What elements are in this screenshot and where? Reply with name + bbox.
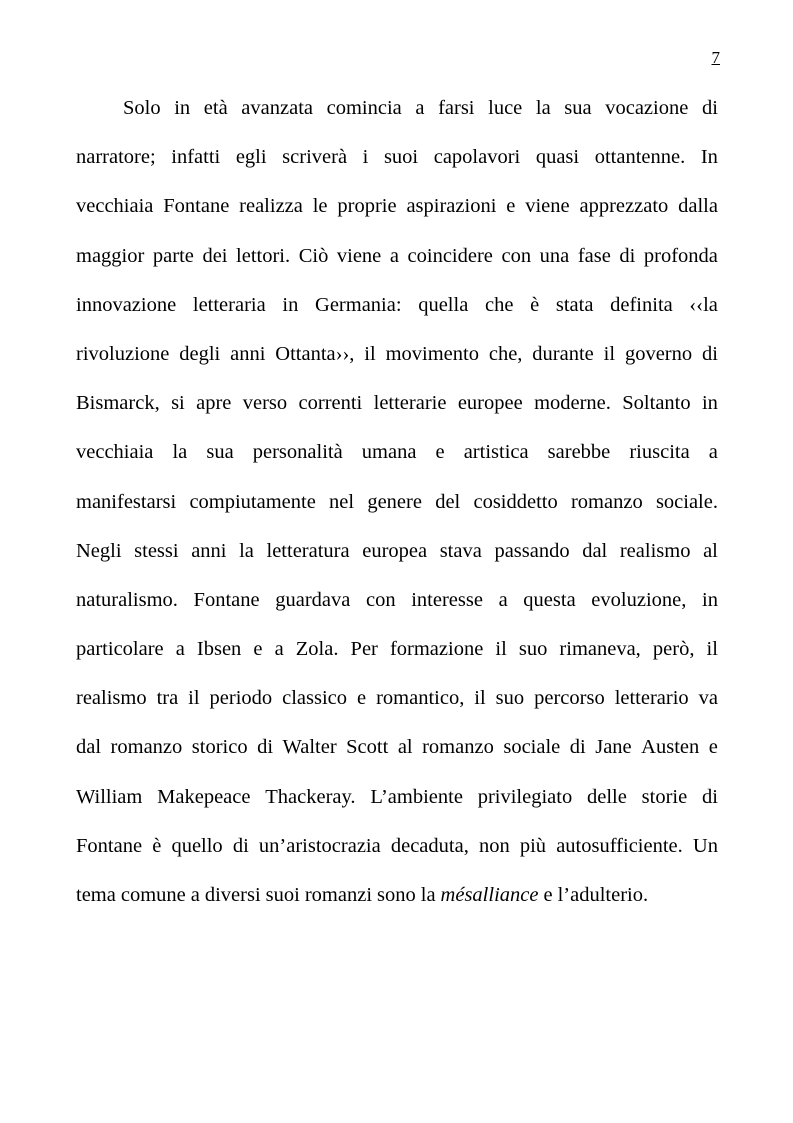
word: nel [329,490,355,513]
word: Bismarck, [76,392,160,415]
word: naturalismo. [76,588,178,611]
word: la [239,539,254,562]
word: Fontane [193,588,260,611]
word: romanzo [422,736,494,759]
word: luce [488,97,523,119]
word: viene [336,244,382,267]
word: e [708,736,718,759]
word: le [312,195,328,218]
word: apre [196,392,232,415]
word: a [274,638,284,661]
word: profonda [643,244,718,267]
word: maggior [76,244,145,267]
word: e [506,195,516,218]
word: è [530,293,540,316]
word: quella [418,293,469,316]
text-line [76,822,718,871]
word: Ibsen [196,638,242,661]
word: viene [525,195,570,218]
word: e [543,884,553,906]
word: un’aristocrazia [258,834,381,857]
word: ottantenne. [594,146,686,169]
word: al [397,736,413,759]
word: percorso [534,687,605,710]
word: Fontane [163,195,230,218]
word: con [501,244,532,267]
word: la [420,884,436,906]
word: però, [652,638,695,661]
word: i [362,146,369,169]
text-line [76,182,718,231]
word: sua [206,441,234,464]
word: in [701,392,718,415]
word: va [698,687,718,710]
word: genere [367,490,422,513]
word: stava [439,539,482,562]
word: europee [457,392,523,415]
word: tra [156,687,179,710]
word: una [539,244,570,267]
word: interesse [411,588,483,611]
word: sarebbe [547,441,611,464]
word: diversi [204,884,261,906]
word: decaduta, [390,834,469,857]
word: a [190,884,200,906]
word: romantico, [376,687,465,710]
word: che [484,293,514,316]
word: mésalliance [440,884,539,906]
word: proprie [337,195,397,218]
word: privilegiato [477,785,573,808]
word: scriverà [282,146,348,169]
word: del [435,490,461,513]
word: è [152,834,162,857]
word: l’adulterio. [557,884,649,906]
word: In [700,146,718,169]
word: a [389,244,399,267]
word: a [415,97,425,119]
word: comincia [326,97,402,119]
word: anni [230,342,266,365]
text-line [76,232,718,281]
word: lettori. [236,244,291,267]
word: manifestarsi [76,490,177,513]
word: storie [641,785,688,808]
word: Per [350,638,378,661]
word: particolare [76,638,164,661]
word: autosufficiente. [556,834,683,857]
word: suoi [265,884,300,906]
word: Solo [123,97,161,119]
text-line [76,674,718,723]
word: di [257,736,274,759]
word: formazione [389,638,484,661]
word: Austen [641,736,700,759]
text-line [76,428,718,477]
word: ‹‹la [689,293,718,316]
word: comune [120,884,186,906]
word: che, [488,342,523,365]
text-line [76,478,718,527]
word: di [232,834,249,857]
word: tema [76,884,116,906]
word: parte [152,244,194,267]
word: capolavori [433,146,521,169]
word: letterario [614,687,689,710]
word: compiutamente [189,490,316,513]
word: fase [577,244,611,267]
word: letteraria [192,293,266,316]
word: in [702,588,718,611]
word: romanzi [304,884,373,906]
word: degli [179,342,221,365]
word: Scott [346,736,389,759]
word: dalla [678,195,718,218]
page-number: 7 [711,48,720,67]
word: vecchiaia [76,441,154,464]
word: il [603,342,616,365]
word: storico [191,736,248,759]
word: di [619,244,636,267]
text-line [76,133,718,182]
word: avanzata [241,97,313,119]
text-line [76,84,718,133]
body-paragraph [76,84,718,920]
word: vocazione [605,97,689,119]
word: la [172,441,188,464]
word: rivoluzione [76,342,170,365]
word: farsi [438,97,475,119]
word: Thackeray. [265,785,356,808]
word: realismo [619,539,691,562]
word: di [701,785,718,808]
word: suo [495,687,525,710]
word: umana [361,441,417,464]
word: questa [523,588,576,611]
word: si [171,392,185,415]
word: in [174,97,191,119]
word: e [357,687,367,710]
word: Un [692,834,718,857]
text-line [76,773,718,822]
word: evoluzione, [591,588,687,611]
word: a [175,638,185,661]
word: realizza [239,195,303,218]
word: aspirazioni [406,195,497,218]
word: letteratura [266,539,350,562]
word: di [702,342,718,365]
word: classico [282,687,348,710]
word: verso [242,392,288,415]
word: periodo [209,687,273,710]
word: moderne. [534,392,611,415]
word: egli [235,146,267,169]
word: governo [624,342,693,365]
word: narratore; [76,146,156,169]
word: definita [610,293,673,316]
text-line [76,281,718,330]
word: riuscita [629,441,690,464]
word: e [435,441,445,464]
word: innovazione [76,293,177,316]
text-line [76,379,718,428]
word: suoi [383,146,419,169]
word: rimaneva, [559,638,641,661]
text-line [76,625,718,674]
text-line [76,871,718,920]
word: apprezzato [579,195,669,218]
word: William [76,785,143,808]
word: anni [191,539,227,562]
word: romanzo [570,490,643,513]
text-line [76,527,718,576]
word: delle [587,785,627,808]
word: personalità [252,441,343,464]
word: la [535,97,551,119]
word: Jane [595,736,632,759]
word: il [495,638,507,661]
word: coincidere [407,244,493,267]
word: movimento [385,342,479,365]
word: con [365,588,396,611]
word: vecchiaia [76,195,154,218]
word: passando [494,539,570,562]
word: Negli [76,539,122,562]
word: romanzo [110,736,183,759]
word: sua [564,97,592,119]
word: Ottanta››, [275,342,355,365]
word: realismo [76,687,147,710]
word: Fontane [76,834,143,857]
word: Ciò [298,244,329,267]
word: Germania: [315,293,402,316]
word: letterarie [373,392,447,415]
word: europea [362,539,428,562]
word: dei [202,244,228,267]
word: dal [76,736,102,759]
word: e [253,638,263,661]
word: quello [171,834,223,857]
word: correnti [298,392,363,415]
word: sociale. [655,490,718,513]
word: stessi [134,539,179,562]
word: più [519,834,547,857]
word: sociale [503,736,561,759]
word: artistica [463,441,529,464]
word: a [498,588,508,611]
text-line [76,330,718,379]
word: il [364,342,376,365]
word: durante [532,342,594,365]
word: dal [582,539,608,562]
word: Zola. [295,638,339,661]
word: il [188,687,200,710]
word: non [478,834,510,857]
text-line [76,723,718,772]
text-line [76,576,718,625]
word: in [282,293,299,316]
word: Makepeace [157,785,251,808]
word: al [703,539,718,562]
word: età [203,97,228,119]
word: suo [518,638,548,661]
word: il [706,638,718,661]
word: stata [555,293,594,316]
word: di [701,97,718,119]
word: a [708,441,718,464]
word: cosiddetto [473,490,558,513]
word: L’ambiente [370,785,463,808]
word: guardava [275,588,351,611]
word: sono [377,884,416,906]
word: Soltanto [622,392,691,415]
word: il [474,687,486,710]
word: Walter [282,736,337,759]
word: di [569,736,586,759]
word: quasi [535,146,580,169]
word: infatti [171,146,221,169]
